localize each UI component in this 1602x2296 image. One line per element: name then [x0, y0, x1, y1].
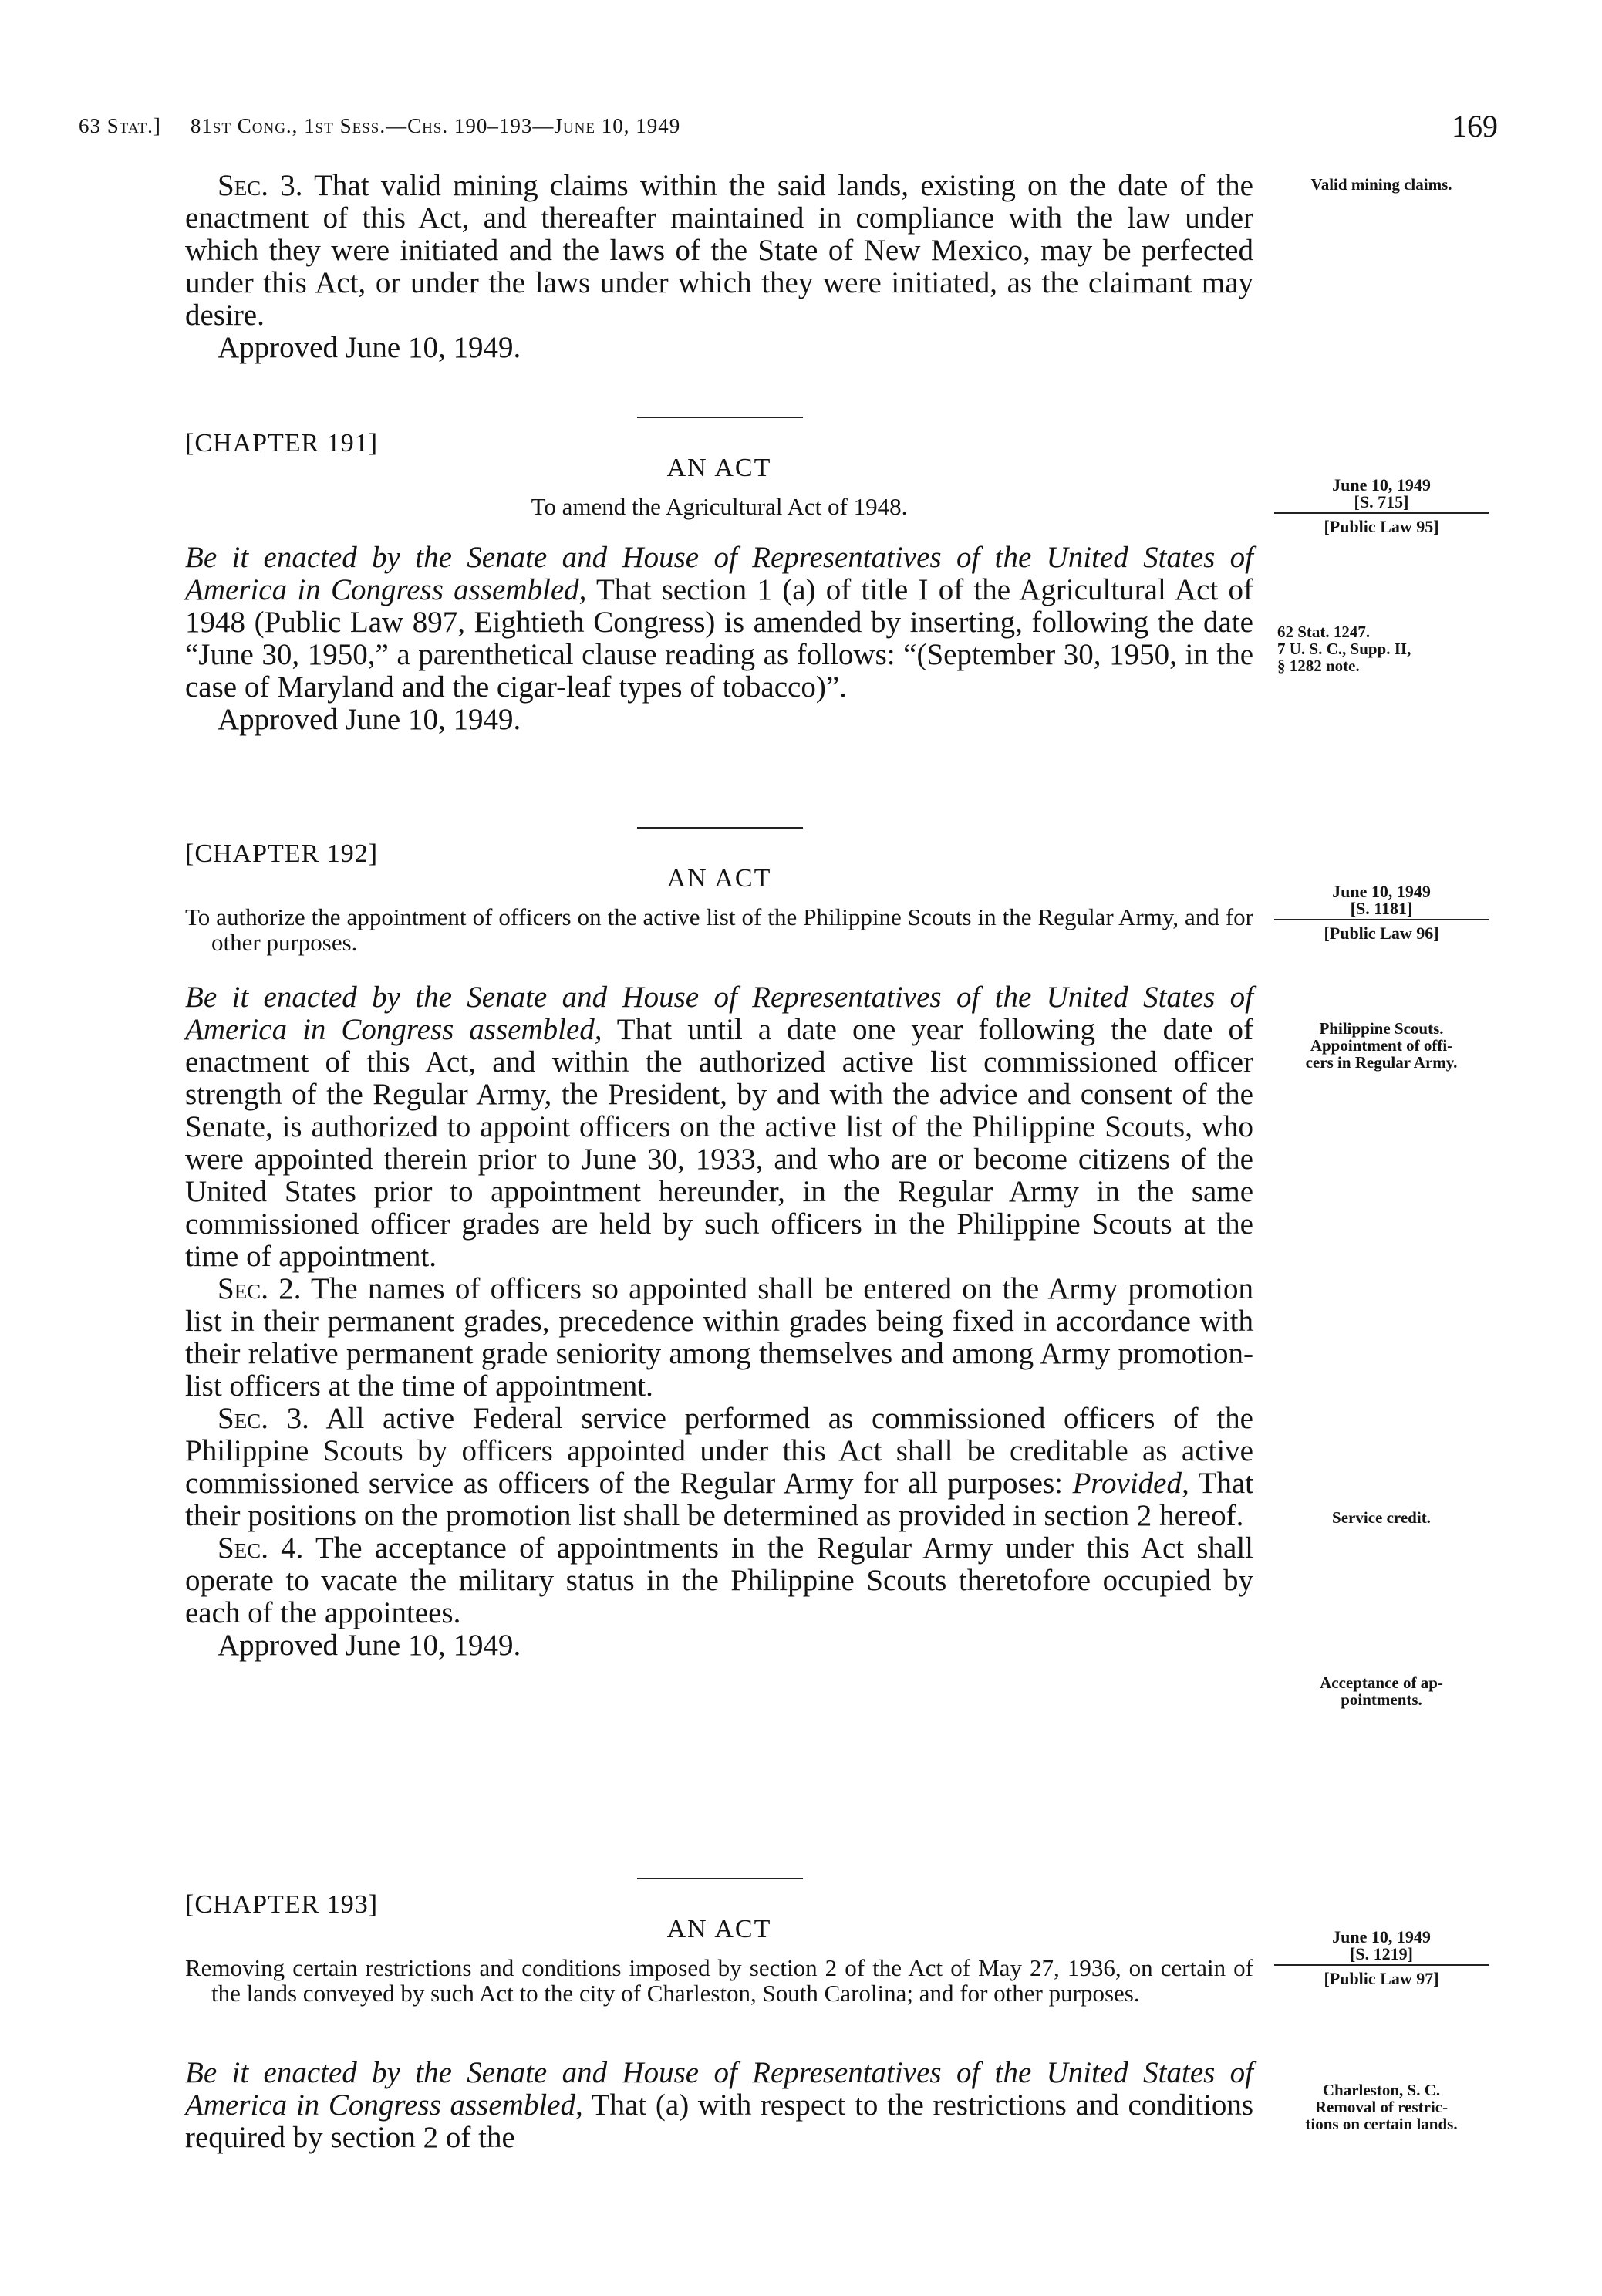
margin-note-service-credit: Service credit.	[1332, 1508, 1431, 1527]
reference-section: § 1282 note.	[1277, 657, 1360, 675]
chapter-192-heading: [CHAPTER 192]	[185, 839, 379, 868]
sidenote-date: June 10, 1949	[1332, 882, 1431, 901]
note-line: Appointment of offi-	[1310, 1036, 1453, 1055]
note-line: pointments.	[1341, 1690, 1422, 1709]
sidenote-public-law: [Public Law 97]	[1324, 1969, 1439, 1988]
chapter-191-sidenote	[1274, 477, 1489, 535]
header-citation	[79, 114, 680, 138]
section-label: Sec. 4.	[218, 1531, 304, 1565]
approved-line: Approved June 10, 1949.	[218, 703, 521, 736]
section-label: Sec. 2.	[218, 1272, 302, 1305]
act-title: Removing certain restrictions and conditions imposed by section 2 of the Act of May 27, 1936, on certain of the lands conveyed by such Act to the city of Charleston, South Carolina; and for other purposes.	[185, 1954, 1253, 2007]
section-divider-rule	[637, 827, 803, 829]
chapter-191-heading: [CHAPTER 191]	[185, 429, 379, 458]
margin-note-references	[1277, 623, 1492, 674]
section-4-paragraph	[185, 1532, 1253, 1629]
enacting-clause: Be it enacted by the Senate and House of Representatives of the United States of America in Congress assembled,	[185, 541, 1253, 606]
margin-note-philippine-scouts	[1274, 1020, 1489, 1071]
section-divider-rule	[637, 1878, 803, 1879]
note-line: cers in Regular Army.	[1305, 1053, 1458, 1072]
act-heading: AN ACT	[666, 864, 772, 893]
section-label: Sec. 3.	[218, 1402, 309, 1435]
sidenote-bill: [S. 715]	[1274, 494, 1489, 514]
section-text: All active Federal service performed as commissioned officers of the Philippine Scouts by officers appointed under this Act shall be creditable as active commissioned service as officers of the Regular Army for all purposes:	[185, 1402, 1253, 1500]
act-heading: AN ACT	[666, 454, 772, 482]
proviso-word: Provided,	[1072, 1467, 1189, 1500]
sidenote-date: June 10, 1949	[1332, 1927, 1431, 1947]
approved-line: Approved June 10, 1949.	[218, 331, 521, 364]
enacting-text: That section 1 (a) of title I of the Agricultural Act of 1948 (Public Law 897, Eightieth Congress) is amended by inserting, following the date “June 30, 1950,” a parenthetical clause reading as follows: “(September 30, 1950, in the case of Maryland and the cigar-leaf types of tobacco)”.	[185, 573, 1254, 704]
enacting-paragraph	[185, 2057, 1253, 2154]
sidenote-public-law: [Public Law 95]	[1324, 517, 1439, 536]
sidenote-bill: [S. 1181]	[1274, 900, 1489, 920]
enacting-paragraph	[185, 542, 1253, 704]
approved-line: Approved June 10, 1949.	[218, 1629, 521, 1662]
chapter-193-heading: [CHAPTER 193]	[185, 1890, 379, 1919]
chapter-193-sidenote	[1274, 1929, 1489, 1987]
sidenote-public-law: [Public Law 96]	[1324, 923, 1439, 943]
chapter-193-body	[185, 2057, 1253, 2154]
chapter-191-body	[185, 542, 1253, 736]
enacting-clause: Be it enacted by the Senate and House of Representatives of the United States of America in Congress assembled,	[185, 2056, 1253, 2122]
margin-note-charleston	[1274, 2082, 1489, 2132]
section-label: Sec. 3.	[218, 169, 303, 202]
margin-note-acceptance	[1274, 1674, 1489, 1708]
section-text: The acceptance of appointments in the Regular Army under this Act shall operate to vacate the military status in the Philippine Scouts theretofore occupied by each of the appointees.	[185, 1531, 1254, 1629]
section-2-paragraph	[185, 1273, 1253, 1403]
sidenote-date: June 10, 1949	[1332, 475, 1431, 495]
section-text: That valid mining claims within the said lands, existing on the date of the enactment of this Act, and thereafter maintained in compliance with the law under which they were initiated and the laws of the State of New Mexico, may be perfected under this Act, or under the laws under which they were initiated, as the claimant may desire.	[185, 169, 1253, 332]
act-title: To amend the Agricultural Act of 1948.	[531, 493, 908, 520]
act-title: To authorize the appointment of officers on the active list of the Philippine Scouts in the Regular Army, and for other purposes.	[185, 903, 1253, 956]
margin-note-valid-mining: Valid mining claims.	[1310, 175, 1452, 194]
page-number: 169	[1452, 109, 1498, 144]
running-header	[79, 108, 1498, 154]
reference-stat: 62 Stat. 1247.	[1277, 623, 1371, 641]
enacting-text: That until a date one year following the date of enactment of this Act, and within the authorized active list commissioned officer strength of the Regular Army, the President, by and with the advice and consent of the Senate, is authorized to appoint officers on the active list of the Philippine Scouts, who were appointed therein prior to June 30, 1933, and who are or become citizens of the United States prior to appointment hereunder, in the Regular Army in the same commissioned officer grades are held by such officers in the Philippine Scouts at the time of appointment.	[185, 1013, 1254, 1273]
sidenote-bill: [S. 1219]	[1274, 1946, 1489, 1966]
note-line: Acceptance of ap-	[1320, 1673, 1443, 1692]
note-line: Removal of restric-	[1314, 2098, 1449, 2116]
note-line: tions on certain lands.	[1305, 2115, 1458, 2133]
chapter-192-body	[185, 981, 1253, 1662]
section-text: The names of officers so appointed shall be entered on the Army promotion list in their permanent grades, precedence within grades being fixed in accordance with their relative permanent grade seniority among themselves and among Army promotion-list officers at the time of appointment.	[185, 1272, 1253, 1403]
reference-usc: 7 U. S. C., Supp. II,	[1277, 640, 1411, 658]
chapter-192-sidenote	[1274, 883, 1489, 942]
section-text: That their positions on the promotion list shall be determined as provided in section 2 hereof.	[185, 1467, 1253, 1532]
act-heading: AN ACT	[666, 1915, 772, 1943]
header-stat: 63 Stat.]	[79, 114, 161, 137]
enacting-text: That (a) with respect to the restrictions and conditions required by section 2 of the	[185, 2088, 1253, 2154]
prev-sec3-block	[185, 170, 1253, 364]
section-3-paragraph	[185, 1403, 1253, 1532]
prev-sec3-paragraph	[185, 170, 1253, 332]
note-line: Philippine Scouts.	[1319, 1019, 1444, 1038]
section-divider-rule	[637, 417, 803, 418]
header-session: 81st Cong., 1st Sess.—Chs. 190–193—June 10, 1949	[190, 114, 681, 137]
note-line: Charleston, S. C.	[1322, 2081, 1441, 2099]
enacting-clause: Be it enacted by the Senate and House of Representatives of the United States of America in Congress assembled,	[185, 981, 1253, 1046]
enacting-paragraph	[185, 981, 1253, 1273]
